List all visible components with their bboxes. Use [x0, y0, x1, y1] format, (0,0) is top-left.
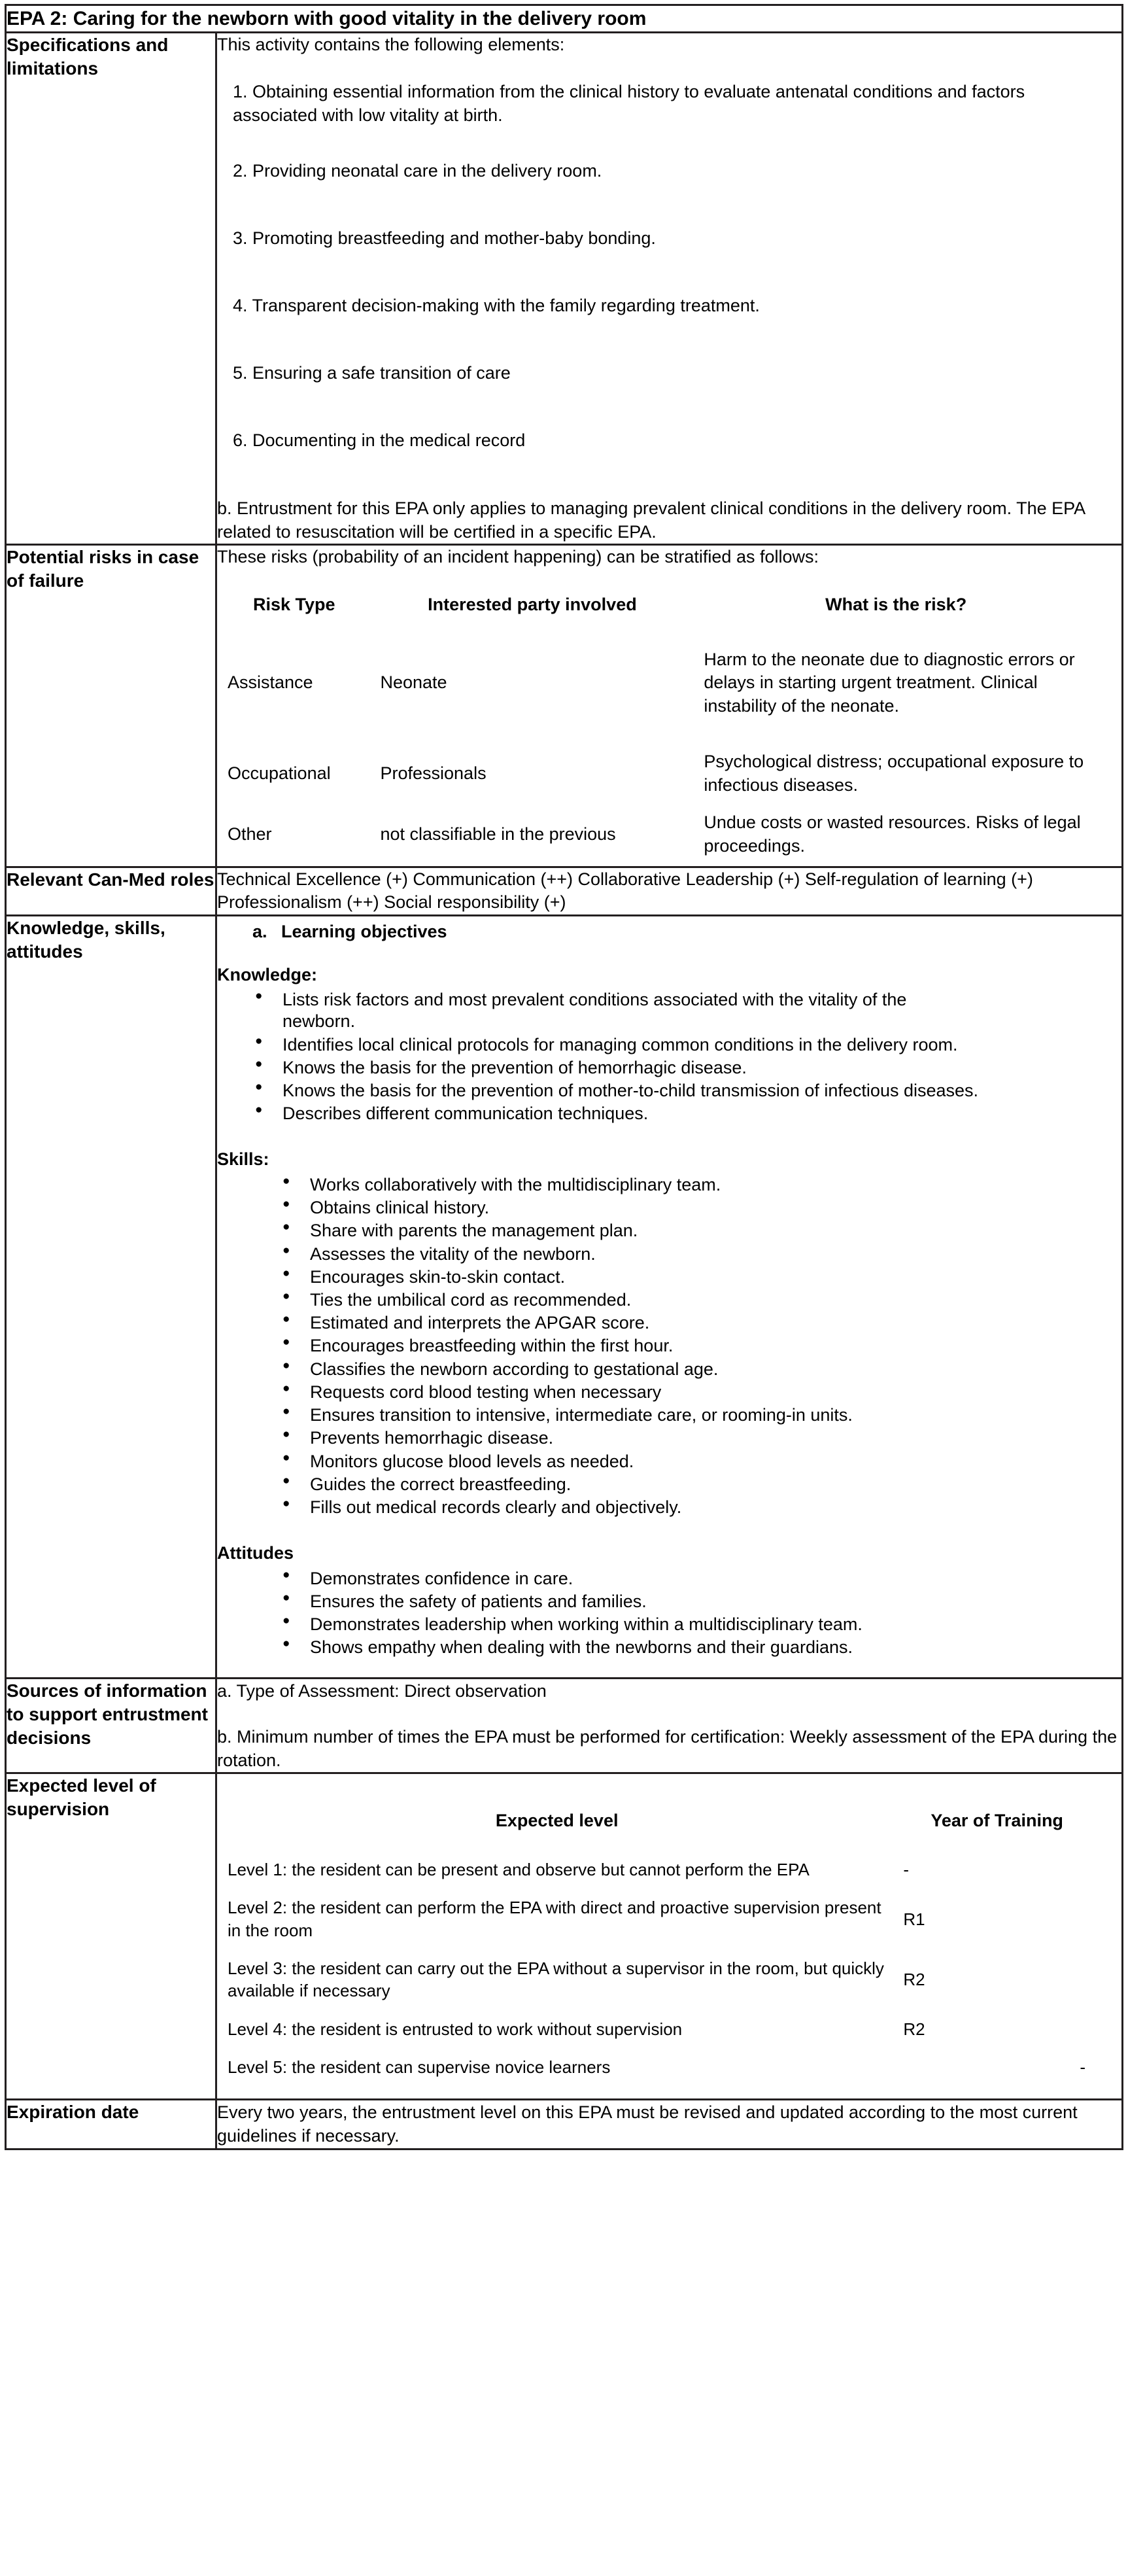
ksa-label: Knowledge, skills, attitudes	[6, 915, 216, 1678]
skills-list	[217, 1174, 1121, 1518]
risks-label: Potential risks in case of failure	[6, 544, 216, 867]
element-row	[218, 404, 1095, 470]
skills-item-text: Encourages breastfeeding within the first hour.	[310, 1336, 674, 1356]
specifications-intro: This activity contains the following elements:	[217, 35, 565, 54]
list-item	[252, 989, 1121, 1032]
attitudes-item-text: Shows empathy when dealing with the newborns and their guardians.	[310, 1637, 853, 1658]
ksa-row	[6, 915, 1123, 1678]
supervision-level-text: Level 3: the resident can carry out the EPA without a supervisor in the room, but quickly available if necessary	[228, 1958, 884, 2001]
list-item	[252, 1080, 1121, 1102]
elements-table-wrapper	[217, 66, 1121, 472]
supervision-header-year: Year of Training	[931, 1811, 1063, 1831]
risks-body	[216, 544, 1123, 867]
skills-item-text: Estimated and interprets the APGAR score.	[310, 1313, 650, 1333]
specifications-note: b. Entrustment for this EPA only applies to managing prevalent clinical conditions in the delivery room. The EPA related to resuscitation will be certified in a specific EPA.	[217, 498, 1085, 542]
risk-cell-party: not classifiable in the previous	[380, 824, 616, 844]
skills-item-text: Monitors glucose blood levels as needed.	[310, 1451, 634, 1471]
supervision-table-row	[218, 1851, 1097, 1888]
skills-item-text: Classifies the newborn according to gestational age.	[310, 1359, 719, 1379]
element-item-2: 2. Providing neonatal care in the delivery room.	[233, 160, 602, 181]
list-item	[280, 1289, 1121, 1311]
list-item	[280, 1568, 1121, 1590]
list-item	[280, 1266, 1121, 1288]
skills-heading: Skills:	[217, 1149, 269, 1170]
element-item-3: 3. Promoting breastfeeding and mother-baby bonding.	[233, 228, 656, 248]
list-item	[280, 1474, 1121, 1495]
list-item	[280, 1220, 1121, 1242]
learning-objectives-title: Learning objectives	[281, 921, 447, 941]
supervision-year-value: R1	[903, 1909, 925, 1929]
skills-item-text: Ties the umbilical cord as recommended.	[310, 1290, 632, 1310]
canmed-text: Technical Excellence (+) Communication (++) Collaborative Leadership (+) Self-regulation of learning (+) Professionalism (++) Social responsibility (+)	[216, 867, 1123, 915]
list-item	[280, 1359, 1121, 1380]
supervision-table-row	[218, 1889, 1097, 1949]
supervision-level-text: Level 1: the resident can be present and observe but cannot perform the EPA	[228, 1860, 810, 1880]
knowledge-item-text: ● Lists risk factors and most prevalent conditions associated with the vitality of the newborn.	[282, 990, 907, 1032]
specifications-body	[216, 33, 1123, 545]
list-item	[280, 1197, 1121, 1219]
knowledge-item-text: ● Knows the basis for the prevention of mother-to-child transmission of infectious diseases.	[282, 1081, 979, 1101]
risk-cell-party: Professionals	[380, 763, 487, 784]
expiration-row	[6, 2100, 1123, 2149]
attitudes-list	[217, 1568, 1121, 1659]
ksa-bottom-spacer	[217, 1660, 1121, 1677]
title-row	[6, 5, 1123, 33]
risk-cell-party: Neonate	[380, 672, 447, 693]
attitudes-item-text: Demonstrates leadership when working within a multidisciplinary team.	[310, 1614, 863, 1635]
list-item	[280, 1335, 1121, 1357]
risks-row	[6, 544, 1123, 867]
skills-item-text: Works collaboratively with the multidisciplinary team.	[310, 1175, 721, 1195]
list-item	[280, 1312, 1121, 1334]
knowledge-heading: Knowledge:	[217, 964, 317, 984]
risk-header-risk: What is the risk?	[825, 594, 967, 614]
supervision-label: Expected level of supervision	[6, 1773, 216, 2100]
expiration-label: Expiration date	[6, 2100, 216, 2149]
element-item-6: 6. Documenting in the medical record	[233, 430, 526, 450]
knowledge-list	[217, 989, 1121, 1124]
risk-table-wrapper	[217, 586, 1121, 866]
risk-header-party: Interested party involved	[428, 594, 637, 614]
page-title: EPA 2: Caring for the newborn with good vitality in the delivery room	[6, 5, 1123, 33]
attitudes-heading: Attitudes	[217, 1543, 294, 1563]
list-item	[280, 1614, 1121, 1635]
list-item	[280, 1497, 1121, 1518]
supervision-header-row	[218, 1792, 1097, 1850]
supervision-year-value: -	[1080, 2057, 1085, 2077]
knowledge-item-text: ● Knows the basis for the prevention of hemorrhagic disease.	[282, 1057, 747, 1077]
element-item-4: 4. Transparent decision-making with the family regarding treatment.	[233, 295, 760, 315]
list-item	[280, 1174, 1121, 1196]
list-item	[280, 1637, 1121, 1658]
list-item	[280, 1404, 1121, 1426]
supervision-table-row	[218, 2049, 1097, 2085]
risk-header-type: Risk Type	[252, 594, 335, 614]
list-item	[280, 1382, 1121, 1403]
elements-table	[217, 66, 1096, 472]
attitudes-item-text: Demonstrates confidence in care.	[310, 1568, 573, 1588]
skills-item-text: Guides the correct breastfeeding.	[310, 1474, 572, 1494]
canmed-label: Relevant Can-Med roles	[6, 867, 216, 915]
specifications-row	[6, 33, 1123, 545]
supervision-table	[217, 1791, 1099, 2087]
risk-table-row	[218, 805, 1097, 864]
sources-label: Sources of information to support entrustment decisions	[6, 1678, 216, 1773]
skills-item-text: Prevents hemorrhagic disease.	[310, 1428, 554, 1448]
learning-objectives-letter: a.	[252, 921, 267, 941]
skills-item-text: Assesses the vitality of the newborn.	[310, 1244, 596, 1264]
risk-cell-risk: Harm to the neonate due to diagnostic errors or delays in starting urgent treatment. Clinical instability of the neonate.	[704, 649, 1075, 716]
list-item	[280, 1451, 1121, 1472]
list-item	[280, 1427, 1121, 1449]
list-item	[252, 1057, 1121, 1079]
risk-cell-type: Occupational	[228, 763, 331, 784]
knowledge-item-text: ● Describes different communication techniques.	[282, 1104, 649, 1124]
list-item	[252, 1034, 1121, 1056]
supervision-year-value: R2	[903, 1970, 925, 1990]
supervision-table-wrapper	[217, 1791, 1121, 2087]
canmed-row	[6, 867, 1123, 915]
specifications-label: Specifications and limitations	[6, 33, 216, 545]
sources-row	[6, 1678, 1123, 1773]
risk-cell-type: Other	[228, 824, 272, 844]
element-row	[218, 135, 1095, 201]
skills-item-text: Encourages skin-to-skin contact.	[310, 1266, 566, 1287]
supervision-row	[6, 1773, 1123, 2100]
element-item-5: 5. Ensuring a safe transition of care	[233, 362, 511, 383]
skills-item-text: Fills out medical records clearly and objectively.	[310, 1497, 682, 1517]
risk-table-header-row	[218, 587, 1097, 623]
risks-intro: These risks (probability of an incident happening) can be stratified as follows:	[217, 546, 819, 566]
attitudes-item-text: Ensures the safety of patients and families.	[310, 1591, 647, 1611]
supervision-level-text: Level 4: the resident is entrusted to work without supervision	[228, 2019, 683, 2039]
list-item	[280, 1244, 1121, 1265]
risk-cell-risk: Psychological distress; occupational exposure to infectious diseases.	[704, 752, 1084, 795]
list-item	[280, 1591, 1121, 1612]
skills-item-text: Obtains clinical history.	[310, 1198, 490, 1218]
skills-item-text: Ensures transition to intensive, intermediate care, or rooming-in units.	[310, 1405, 853, 1425]
supervision-level-text: Level 5: the resident can supervise novice learners	[228, 2057, 611, 2077]
list-item	[252, 1103, 1121, 1124]
element-row	[218, 337, 1095, 403]
expiration-text: Every two years, the entrustment level on this EPA must be revised and updated according to the most current guidelines if necessary.	[216, 2100, 1123, 2149]
skills-item-text: Requests cord blood testing when necessary	[310, 1382, 662, 1402]
risk-table-row	[218, 623, 1097, 742]
learning-objectives-heading	[252, 920, 1121, 944]
sources-item-a: a. Type of Assessment: Direct observation	[217, 1680, 547, 1701]
supervision-header-level: Expected level	[495, 1811, 619, 1831]
sources-item-b: b. Minimum number of times the EPA must be performed for certification: Weekly assessment of the EPA during the rotation.	[217, 1726, 1118, 1770]
sources-body	[216, 1678, 1123, 1773]
ksa-body	[216, 915, 1123, 1678]
element-item-1: 1. Obtaining essential information from the clinical history to evaluate antenatal conditions and factors associated with low vitality at birth.	[233, 82, 1025, 125]
element-row	[218, 270, 1095, 336]
risk-cell-type: Assistance	[228, 672, 313, 693]
skills-item-text: Share with parents the management plan.	[310, 1221, 638, 1241]
supervision-table-row	[218, 1950, 1097, 2010]
epa-table	[5, 4, 1123, 2150]
supervision-year-value: -	[903, 1860, 909, 1880]
risk-table-row	[218, 744, 1097, 803]
element-row	[218, 202, 1095, 268]
supervision-body	[216, 1773, 1123, 2100]
supervision-level-text: Level 2: the resident can perform the EPA with direct and proactive supervision present in the room	[228, 1898, 881, 1940]
supervision-table-row	[218, 2011, 1097, 2047]
knowledge-item-text: ● Identifies local clinical protocols for managing common conditions in the delivery room.	[282, 1034, 958, 1054]
supervision-year-value: R2	[903, 2019, 925, 2039]
risk-table	[217, 586, 1099, 866]
element-row	[218, 67, 1095, 133]
risk-cell-risk: Undue costs or wasted resources. Risks of legal proceedings.	[704, 812, 1081, 856]
